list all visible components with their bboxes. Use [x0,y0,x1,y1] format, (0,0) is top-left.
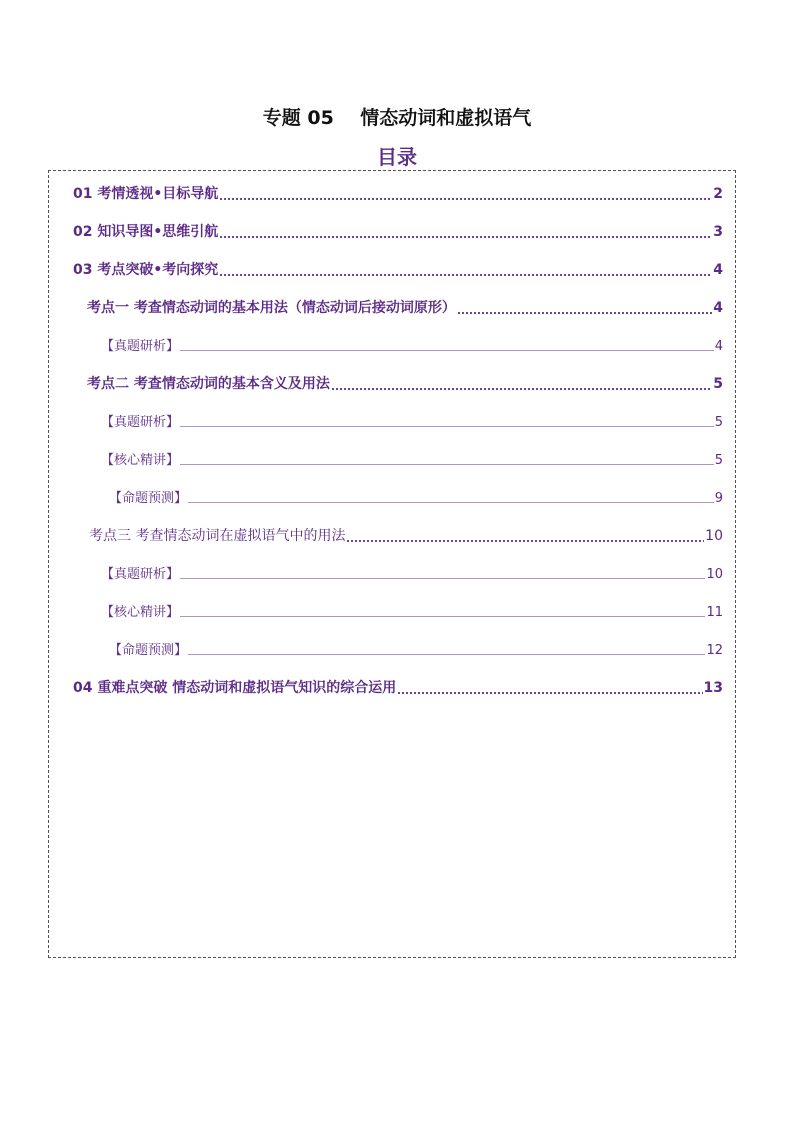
toc-entry[interactable] [101,563,723,585]
toc-entry-page: 12 [706,643,723,658]
toc-entry[interactable] [109,639,723,661]
toc-entry[interactable] [89,525,723,547]
toc-entry-page: 4 [714,339,723,354]
toc-heading: 目录 [377,145,417,169]
toc-entry-label: 【真题研析】 [101,415,180,430]
toc-entry-page: 11 [706,605,723,620]
toc-entry-label: 03 考点突破•考向探究 [73,262,219,278]
toc-leader-dots [219,198,712,200]
toc-entry-label: 04 重难点突破 情态动词和虚拟语气知识的综合运用 [73,680,397,696]
toc-entry-label: 【真题研析】 [101,567,180,582]
toc-leader-dots [397,692,702,694]
toc-entry-label: 考点三 考查情态动词在虚拟语气中的用法 [89,528,346,544]
toc-leader-dots [180,578,705,579]
toc-leader-dots [188,502,714,503]
toc-entry[interactable] [101,601,723,623]
page-title: 专题 05 情态动词和虚拟语气 [262,107,532,129]
toc-entry-page: 10 [706,567,723,582]
toc-leader-dots [219,236,712,238]
toc-entry-page: 9 [714,491,723,506]
toc-entry-page: 2 [713,186,723,202]
toc-leader-dots [180,464,714,465]
toc-leader-dots [346,540,704,542]
toc-entry-label: 【命题预测】 [109,491,188,506]
toc-entry-page: 4 [713,300,723,316]
toc-entry[interactable] [73,259,723,281]
toc-entry[interactable] [87,297,723,319]
toc-entry[interactable] [101,335,723,357]
toc-entry[interactable] [109,487,723,509]
toc-entry-label: 02 知识导图•思维引航 [73,224,219,240]
toc-entry-page: 3 [713,224,723,240]
toc-leader-dots [180,350,714,351]
toc-entry[interactable] [73,677,723,699]
toc-leader-dots [188,654,705,655]
toc-entry-label: 考点二 考查情态动词的基本含义及用法 [87,376,330,392]
toc-entry[interactable] [73,221,723,243]
toc-entry-label: 考点一 考查情态动词的基本用法（情态动词后接动词原形） [87,300,456,316]
toc-entry-label: 【命题预测】 [109,643,188,658]
toc-entry-page: 5 [714,415,723,430]
toc-box [48,170,736,958]
toc-entry-page: 5 [713,376,723,392]
toc-entry-page: 13 [703,680,723,696]
toc-entry[interactable] [101,411,723,433]
toc-entry-page: 5 [714,453,723,468]
toc-entry-label: 【真题研析】 [101,339,180,354]
toc-leader-dots [331,388,712,390]
toc-entry[interactable] [101,449,723,471]
toc-leader-dots [180,616,705,617]
toc-entry-page: 10 [705,528,723,544]
toc-entry[interactable] [73,183,723,205]
toc-leader-dots [219,274,712,276]
toc-leader-dots [457,312,712,314]
toc-entry-label: 01 考情透视•目标导航 [73,186,219,202]
toc-entry[interactable] [87,373,723,395]
toc-entry-label: 【核心精讲】 [101,605,180,620]
toc-entry-label: 【核心精讲】 [101,453,180,468]
toc-entry-page: 4 [713,262,723,278]
toc-leader-dots [180,426,714,427]
